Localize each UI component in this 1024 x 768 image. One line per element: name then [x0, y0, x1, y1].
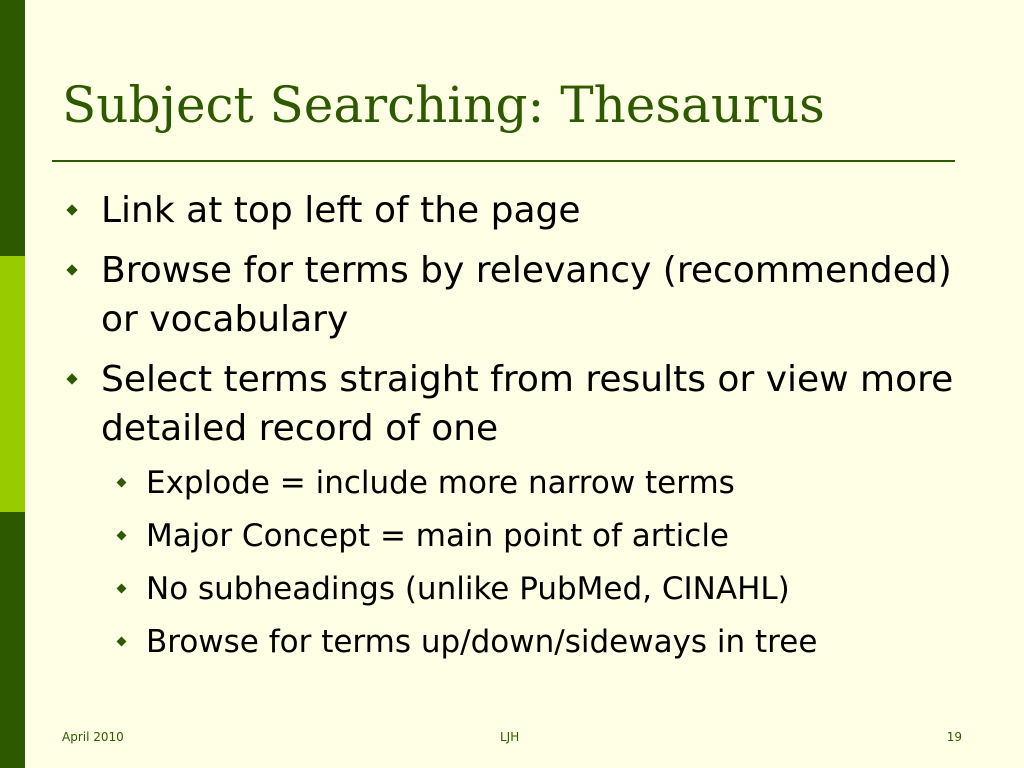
sub-bullet-item [146, 515, 976, 557]
bullet-item [101, 186, 971, 235]
footer-page-number: 19 [946, 730, 962, 744]
footer-author: LJH [500, 730, 520, 744]
bullet-item [101, 355, 971, 453]
sub-bullet-item [146, 568, 976, 610]
sub-bullet-text: Major Concept = main point of article [146, 518, 730, 554]
diamond-bullet-icon [66, 373, 77, 384]
sub-bullet-item [146, 621, 976, 663]
bullet-text: Select terms straight from results or view more detailed record of one [101, 359, 954, 449]
slide-title: Subject Searching: Thesaurus [62, 76, 825, 134]
diamond-bullet-icon [117, 637, 127, 647]
diamond-bullet-icon [117, 584, 127, 594]
bullet-text: Link at top left of the page [101, 190, 581, 231]
diamond-bullet-icon [66, 204, 77, 215]
sub-bullet-text: Browse for terms up/down/sideways in tree [146, 624, 818, 660]
footer-date: April 2010 [62, 730, 124, 744]
sub-bullet-text: No subheadings (unlike PubMed, CINAHL) [146, 571, 790, 607]
diamond-bullet-icon [117, 478, 127, 488]
sub-bullet-text: Explode = include more narrow terms [146, 465, 735, 501]
sub-bullet-item [146, 462, 976, 504]
bullet-text: Browse for terms by relevancy (recommended) or vocabulary [101, 250, 952, 340]
bullet-item [101, 246, 971, 344]
diamond-bullet-icon [66, 264, 77, 275]
diamond-bullet-icon [117, 531, 127, 541]
